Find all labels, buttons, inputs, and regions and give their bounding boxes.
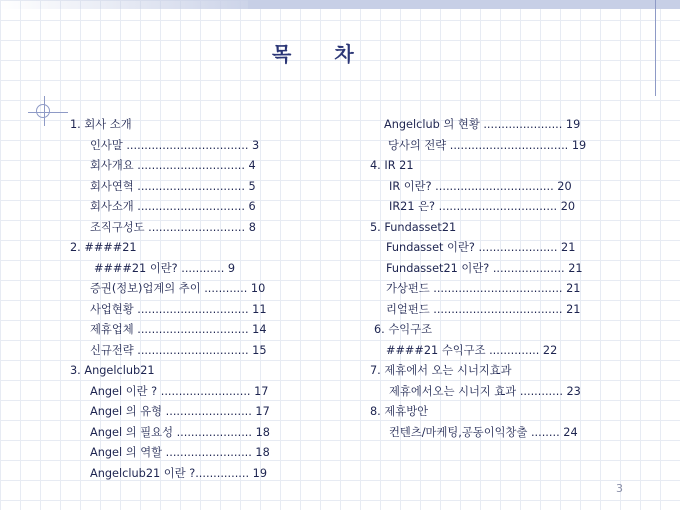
toc-entry: Angel 의 유형 ........................ 17 [90,405,270,418]
header-bar [248,0,680,9]
decorative-vertical-line-right [655,0,656,96]
toc-entry: Angel 의 역할 ........................ 18 [90,446,270,459]
toc-entry: 리얼펀드 .................................... 21 [386,303,581,316]
toc-entry: 6. 수익구조 [374,323,433,336]
toc-entry: Fundasset21 이란? .................... 21 [386,262,583,275]
title-char-1: 목 [272,42,293,66]
toc-entry: Angel 의 필요성 ..................... 18 [90,426,270,439]
toc-entry: ####21 수익구조 .............. 22 [386,344,558,357]
toc-entry: 제휴에서오는 시너지 효과 ............ 23 [389,385,581,398]
toc-entry: 8. 제휴방안 [370,405,429,418]
toc-entry: 인사말 .................................. 3 [90,139,260,152]
toc-entry: 7. 제휴에서 오는 시너지효과 [370,364,512,377]
toc-entry: 사업현황 ............................... 11 [90,303,267,316]
toc-entry: 증권(정보)업계의 추이 ............ 10 [90,282,266,295]
page-title [272,38,355,67]
header-fade [0,0,248,9]
toc-entry: 신규전략 ............................... 15 [90,344,267,357]
decorative-circle-icon [36,104,50,118]
page-number: 3 [616,482,623,495]
toc-entry: Angel 이란 ? ......................... 17 [90,385,269,398]
toc-entry: 3. Angelclub21 [70,364,155,377]
toc-entry: Angelclub 의 현황 ...................... 19 [384,118,581,131]
toc-entry: 회사소개 .............................. 6 [90,200,256,213]
toc-entry: 제휴업체 ............................... 14 [90,323,267,336]
toc-entry: IR 이란? ................................. 20 [389,180,572,193]
title-char-2: 차 [334,42,355,66]
toc-entry: 가상펀드 .................................... 21 [386,282,581,295]
toc-entry: 5. Fundasset21 [370,221,457,234]
toc-entry: 1. 회사 소개 [70,118,132,131]
toc-entry: 회사개요 .............................. 4 [90,159,256,172]
toc-entry: Angelclub21 이란 ?............... 19 [90,467,268,480]
toc-entry: 당사의 전략 ................................. 19 [388,139,587,152]
toc-entry: 회사연혁 .............................. 5 [90,180,256,193]
toc-entry: 2. ####21 [70,241,137,254]
toc-entry: ####21 이란? ............ 9 [94,262,236,275]
toc-entry: IR21 은? ................................. 20 [389,200,576,213]
toc-entry: 조직구성도 ........................... 8 [90,221,256,234]
toc-entry: 컨텐츠/마케팅,공동이익창출 ........ 24 [389,426,578,439]
toc-entry: Fundasset 이란? ...................... 21 [386,241,576,254]
toc-entry: 4. IR 21 [370,159,414,172]
